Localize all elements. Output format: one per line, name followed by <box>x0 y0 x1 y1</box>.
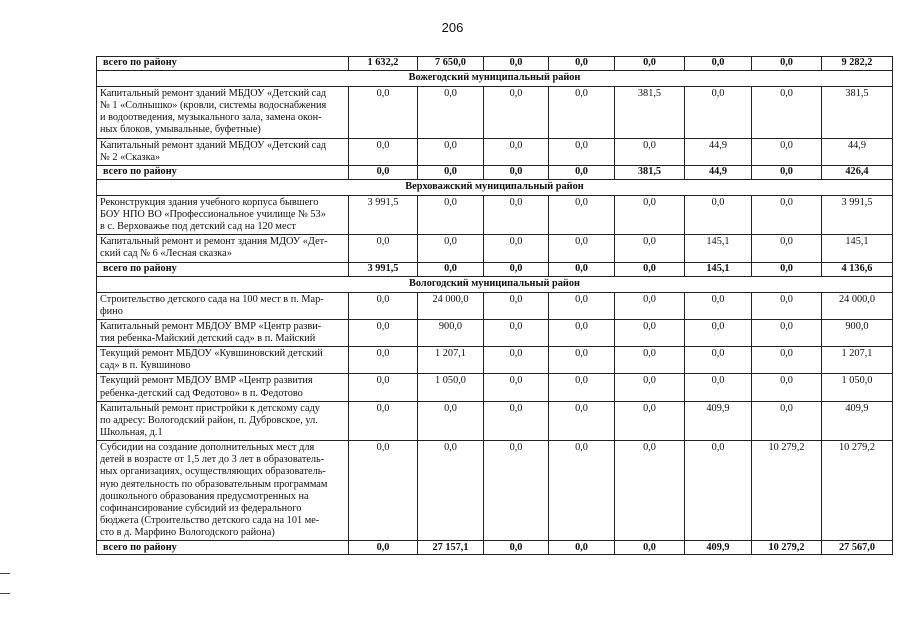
amount-cell: 0,0 <box>349 319 418 346</box>
amount-cell: 0,0 <box>752 401 822 440</box>
amount-cell: 409,9 <box>685 541 752 555</box>
amount-cell: 44,9 <box>685 138 752 165</box>
amount-cell: 10 279,2 <box>752 541 822 555</box>
amount-cell: 0,0 <box>349 401 418 440</box>
region-header-row <box>97 276 893 292</box>
amount-cell: 0,0 <box>484 541 549 555</box>
amount-cell: 0,0 <box>615 541 685 555</box>
amount-cell: 0,0 <box>484 292 549 319</box>
amount-cell: 0,0 <box>685 87 752 139</box>
amount-cell: 0,0 <box>484 235 549 262</box>
amount-cell: 0,0 <box>484 195 549 234</box>
amount-cell: 3 991,5 <box>349 195 418 234</box>
amount-cell: 0,0 <box>685 441 752 541</box>
amount-cell: 0,0 <box>484 374 549 401</box>
amount-cell: 1 207,1 <box>418 347 484 374</box>
amount-cell: 0,0 <box>349 235 418 262</box>
amount-cell: 0,0 <box>615 347 685 374</box>
amount-cell: 24 000,0 <box>822 292 893 319</box>
amount-cell: 381,5 <box>822 87 893 139</box>
region-header-row <box>97 179 893 195</box>
amount-cell: 0,0 <box>549 541 615 555</box>
budget-table <box>96 56 893 555</box>
amount-cell: 7 650,0 <box>418 57 484 71</box>
amount-cell: 0,0 <box>484 57 549 71</box>
amount-cell: 44,9 <box>685 165 752 179</box>
project-name: Текущий ремонт МБДОУ «Кувшиновский детский сад» в п. Кувшиново <box>97 347 349 374</box>
table-row <box>97 347 893 374</box>
amount-cell: 0,0 <box>752 138 822 165</box>
region-header-row <box>97 71 893 87</box>
project-name: Капитальный ремонт пристройки к детскому саду по адресу: Вологодский район, п. Дубровское, ул. Школьная, д.1 <box>97 401 349 440</box>
amount-cell: 0,0 <box>752 262 822 276</box>
amount-cell: 0,0 <box>484 262 549 276</box>
district-total-row <box>97 165 893 179</box>
amount-cell: 0,0 <box>752 195 822 234</box>
table-row <box>97 374 893 401</box>
amount-cell: 0,0 <box>685 319 752 346</box>
project-name: Текущий ремонт МБДОУ ВМР «Центр развития ребенка-детский сад Федотово» в п. Федотово <box>97 374 349 401</box>
amount-cell: 0,0 <box>418 87 484 139</box>
total-label: всего по району <box>97 541 349 555</box>
amount-cell: 4 136,6 <box>822 262 893 276</box>
amount-cell: 0,0 <box>484 319 549 346</box>
amount-cell: 0,0 <box>615 292 685 319</box>
table-row <box>97 235 893 262</box>
total-label: всего по району <box>97 57 349 71</box>
district-total-row <box>97 262 893 276</box>
amount-cell: 0,0 <box>418 165 484 179</box>
amount-cell: 1 632,2 <box>349 57 418 71</box>
amount-cell: 0,0 <box>349 87 418 139</box>
amount-cell: 24 000,0 <box>418 292 484 319</box>
amount-cell: 44,9 <box>822 138 893 165</box>
amount-cell: 900,0 <box>418 319 484 346</box>
amount-cell: 0,0 <box>685 374 752 401</box>
amount-cell: 3 991,5 <box>822 195 893 234</box>
amount-cell: 0,0 <box>685 292 752 319</box>
district-total-row <box>97 57 893 71</box>
margin-mark <box>0 573 10 574</box>
amount-cell: 0,0 <box>418 401 484 440</box>
amount-cell: 27 567,0 <box>822 541 893 555</box>
amount-cell: 9 282,2 <box>822 57 893 71</box>
amount-cell: 426,4 <box>822 165 893 179</box>
amount-cell: 0,0 <box>549 441 615 541</box>
amount-cell: 0,0 <box>349 541 418 555</box>
amount-cell: 0,0 <box>549 57 615 71</box>
amount-cell: 0,0 <box>549 195 615 234</box>
amount-cell: 0,0 <box>349 165 418 179</box>
amount-cell: 0,0 <box>615 57 685 71</box>
amount-cell: 0,0 <box>484 138 549 165</box>
page-number: 206 <box>441 20 464 35</box>
amount-cell: 0,0 <box>752 235 822 262</box>
amount-cell: 381,5 <box>615 165 685 179</box>
amount-cell: 0,0 <box>418 262 484 276</box>
amount-cell: 0,0 <box>484 165 549 179</box>
amount-cell: 0,0 <box>484 87 549 139</box>
project-name: Капитальный ремонт МБДОУ ВМР «Центр разви- тия ребенка-Майский детский сад» в п. Майский <box>97 319 349 346</box>
amount-cell: 0,0 <box>349 292 418 319</box>
total-label: всего по району <box>97 262 349 276</box>
amount-cell: 409,9 <box>685 401 752 440</box>
amount-cell: 0,0 <box>484 441 549 541</box>
table-row <box>97 138 893 165</box>
amount-cell: 10 279,2 <box>822 441 893 541</box>
amount-cell: 409,9 <box>822 401 893 440</box>
amount-cell: 0,0 <box>349 374 418 401</box>
amount-cell: 0,0 <box>615 401 685 440</box>
amount-cell: 0,0 <box>685 347 752 374</box>
margin-mark <box>0 593 10 594</box>
amount-cell: 0,0 <box>349 138 418 165</box>
project-name: Субсидии на создание дополнительных мест для детей в возрасте от 1,5 лет до 3 лет в образователь- ных организациях, осуществляющих образователь- ную деятельность по образовательным программам дошкольного образования предусмотренных на софинансирование субсидий из федерального бюджета (Строительство детского сада на 101 ме- сто в д. Марфино Вологодского района) <box>97 441 349 541</box>
amount-cell: 0,0 <box>418 441 484 541</box>
amount-cell: 27 157,1 <box>418 541 484 555</box>
amount-cell: 0,0 <box>549 138 615 165</box>
project-name: Капитальный ремонт и ремонт здания МДОУ «Дет- ский сад № 6 «Лесная сказка» <box>97 235 349 262</box>
amount-cell: 0,0 <box>615 374 685 401</box>
amount-cell: 0,0 <box>752 165 822 179</box>
table-row <box>97 292 893 319</box>
total-label: всего по району <box>97 165 349 179</box>
amount-cell: 0,0 <box>752 57 822 71</box>
amount-cell: 0,0 <box>615 319 685 346</box>
amount-cell: 0,0 <box>685 57 752 71</box>
amount-cell: 0,0 <box>752 319 822 346</box>
region-name: Вожегодский муниципальный район <box>97 71 893 87</box>
project-name: Капитальный ремонт зданий МБДОУ «Детский сад № 2 «Сказка» <box>97 138 349 165</box>
amount-cell: 0,0 <box>752 374 822 401</box>
region-name: Вологодский муниципальный район <box>97 276 893 292</box>
amount-cell: 0,0 <box>484 401 549 440</box>
amount-cell: 1 207,1 <box>822 347 893 374</box>
amount-cell: 145,1 <box>822 235 893 262</box>
project-name: Капитальный ремонт зданий МБДОУ «Детский сад № 1 «Солнышко» (кровли, системы водоснабжения и водоотведения, музыкального зала, замена окон- ных блоков, умывальные, буфетные) <box>97 87 349 139</box>
amount-cell: 0,0 <box>549 401 615 440</box>
project-name: Реконструкция здания учебного корпуса бывшего БОУ НПО ВО «Профессиональное училище № 53» в с. Верховажье под детский сад на 120 мест <box>97 195 349 234</box>
amount-cell: 0,0 <box>615 138 685 165</box>
amount-cell: 0,0 <box>615 262 685 276</box>
amount-cell: 145,1 <box>685 235 752 262</box>
amount-cell: 10 279,2 <box>752 441 822 541</box>
amount-cell: 0,0 <box>549 235 615 262</box>
amount-cell: 900,0 <box>822 319 893 346</box>
table-row <box>97 87 893 139</box>
amount-cell: 0,0 <box>549 319 615 346</box>
amount-cell: 0,0 <box>615 195 685 234</box>
district-total-row <box>97 541 893 555</box>
amount-cell: 0,0 <box>549 292 615 319</box>
amount-cell: 0,0 <box>752 87 822 139</box>
table-row <box>97 195 893 234</box>
amount-cell: 145,1 <box>685 262 752 276</box>
table-row <box>97 401 893 440</box>
amount-cell: 0,0 <box>549 262 615 276</box>
amount-cell: 1 050,0 <box>822 374 893 401</box>
amount-cell: 0,0 <box>549 165 615 179</box>
amount-cell: 1 050,0 <box>418 374 484 401</box>
amount-cell: 0,0 <box>349 441 418 541</box>
table-body <box>97 57 893 555</box>
amount-cell: 0,0 <box>549 347 615 374</box>
amount-cell: 0,0 <box>418 138 484 165</box>
table-row <box>97 319 893 346</box>
amount-cell: 0,0 <box>549 87 615 139</box>
amount-cell: 0,0 <box>484 347 549 374</box>
amount-cell: 381,5 <box>615 87 685 139</box>
region-name: Верховажский муниципальный район <box>97 179 893 195</box>
amount-cell: 0,0 <box>752 347 822 374</box>
table-row <box>97 441 893 541</box>
amount-cell: 0,0 <box>615 441 685 541</box>
amount-cell: 3 991,5 <box>349 262 418 276</box>
amount-cell: 0,0 <box>549 374 615 401</box>
amount-cell: 0,0 <box>752 292 822 319</box>
project-name: Строительство детского сада на 100 мест в п. Мар- фино <box>97 292 349 319</box>
amount-cell: 0,0 <box>349 347 418 374</box>
amount-cell: 0,0 <box>615 235 685 262</box>
amount-cell: 0,0 <box>685 195 752 234</box>
amount-cell: 0,0 <box>418 195 484 234</box>
amount-cell: 0,0 <box>418 235 484 262</box>
